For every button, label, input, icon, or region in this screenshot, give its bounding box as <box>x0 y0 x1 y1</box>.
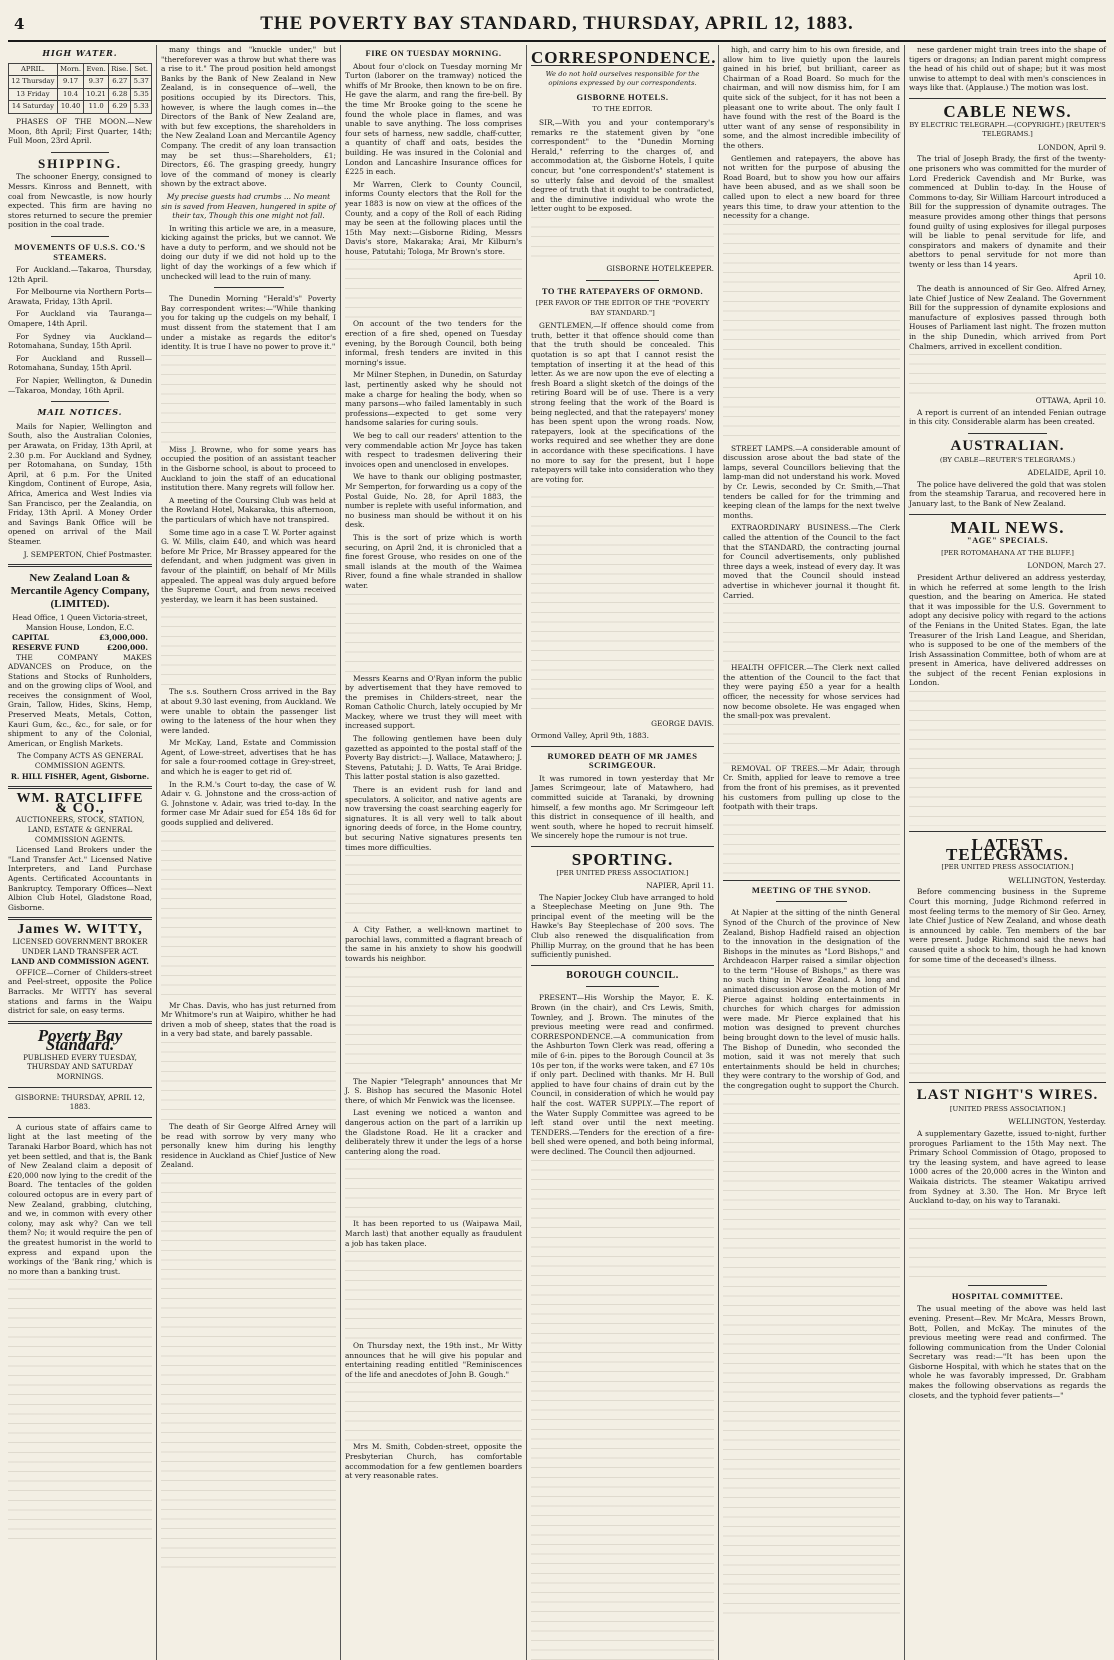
tides-header: APRIL. <box>9 63 58 76</box>
article-text: nese gardener might train trees into the shape of tigers or dragons; an Indian parent might compress the head of his child out of shape; but it was most unwise to attempt to deal with men's consciences in ways like that. (Applause.) The motion was lost. <box>909 45 1106 93</box>
ratcliffe-sub: AUCTIONEERS, STOCK, STATION, LAND, ESTATE & GENERAL COMMISSION AGENTS. <box>15 815 145 844</box>
correspondence-disclaimer: We do not hold ourselves responsible for the opinions expressed by our correspondents. <box>545 69 700 88</box>
latest-dateline: WELLINGTON, Yesterday. <box>1008 875 1106 885</box>
movements-heading: MOVEMENTS OF U.S.S. CO.'S STEAMERS. <box>14 241 146 262</box>
mail-heading: MAIL NOTICES. <box>37 407 123 418</box>
ratepayers-heading: TO THE RATEPAYERS OF ORMOND. <box>541 285 704 296</box>
article-text: Gentlemen and ratepayers, the above has not written for the purpose of abusing the Road Board, but to show you how our affairs have been abused, and as we shall soon be called upon to elect a new board for three years this time, to draw your attention to the necessity for a change. <box>723 153 900 221</box>
letter-text: SIR,—With you and your contemporary's remarks re the statement given by "one correspondent" to the "Dunedin Morning Herald," referring to the charges of, and accommodation at, the Gisborne Hotels, I quite concur, but "one correspondent's" statement is so utterly false and devoid of the smallest degree of truth that it ought to be contradicted, and the diminutive individual who wrote the letter ought to be exposed. <box>531 117 714 214</box>
capital-label: CAPITAL <box>12 633 49 643</box>
shipping-heading: SHIPPING. <box>37 155 123 171</box>
article-text: Before commencing business in the Supreme Court this morning, Judge Richmond referred in most feeling terms to the memory of Sir Geo. Arney, late Chief Justice of New Zealand, and whose death is announced by cable. Ten members of the bar were present. Judge Richmond said the news had caused quite a shock to him, though he had known for some time of the deceased's illness. <box>909 887 1106 964</box>
witty-sub: LICENSED GOVERNMENT BROKER UNDER LAND TRANSFER ACT. <box>12 936 148 956</box>
letter-signature: GISBORNE HOTELKEEPER. <box>606 263 714 273</box>
article-text: EXTRAORDINARY BUSINESS.—The Clerk called the attention of the Council to the fact that the STANDARD, the contracting journal for Council advertisements, only published three days a week, instead of every day. It was moved that the Council should instead advertise in whichever journal it thought fit. Carried. <box>723 523 900 600</box>
column-6 <box>909 45 1110 1660</box>
nameplate: Poverty Bay Standard. <box>37 1025 123 1055</box>
loan-agents: The Company ACTS AS GENERAL COMMISSION AGENTS. <box>17 751 143 771</box>
loan-text: THE COMPANY MAKES ADVANCES on Produce, on the Stations and Stocks of Runholders, and on the growing clips of Wool, and receives the consignment of Wool, Grain, Tallow, Hides, Skins, Hemp, Preserved Meats, Metals, Cotton, Kauri Gum, &c., &c., for sale, or for shipment to any of the Colonial, American, or English Markets. <box>8 652 152 748</box>
movement-item: For Napier, Wellington, & Dunedin—Takaroa, Monday, 16th April. <box>8 376 152 395</box>
witty-sub2: LAND AND COMMISSION AGENT. <box>11 957 149 967</box>
postmaster: J. SEMPERTON, Chief Postmaster. <box>23 549 152 559</box>
article-text: In writing this article we are, in a measure, kicking against the pricks, but we cannot. We have a duty to perform, and we should not be doing our duty if we did not hold up to the light of day the workings of a few which if unchecked will lead to the ruin of many. <box>161 223 336 281</box>
article-text: The following gentlemen have been duly gazetted as appointed to the postal staff of the Poverty Bay district:—J. Wallace, Matawhero; J. Stevens, Patutahi; J. D. Watts, Te Arai Bridge. This latter postal station is also gazetted. <box>345 734 522 782</box>
article-text: A supplementary Gazette, issued to-night, further prorogues Parliament to the 15th May next. The Primary School Commission of Otago, proposed to try the leasing system, and have agreed to lease 1000 acres of the 20,000 acres in the Winton and Waikaia districts. The steamer Wakatipu arrived from Sydney at 3.30. The Hon. Mr Bryce left Auckland to-day, on his way to Taranaki. <box>909 1128 1106 1206</box>
table-row: 12 Thursday 9.17 9.37 6.27 5.37 <box>9 76 152 89</box>
article-text: The Napier Jockey Club have arranged to hold a Steeplechase Meeting on June 9th. The principal event of the meeting will be the Hawke's Bay Steeplechase of 200 sovs. The Club also renewed the disqualification from Phillip Murray, on the ground that he has been sufficiently punished. <box>531 892 714 960</box>
movement-item: For Auckland via Tauranga—Omapere, 14th April. <box>8 309 152 329</box>
witty-title: James W. WITTY, <box>17 922 143 938</box>
hospital-heading: HOSPITAL COMMITTEE. <box>951 1290 1064 1301</box>
tides-header: Morn. <box>57 63 83 76</box>
article-text: PRESENT—His Worship the Mayor, E. K. Brown (in the chair), and Crs Lewis, Smith, Townley, and J. Brown. The minutes of the previous meeting were read and confirmed. CORRESPONDENCE.—A communication from the Ashburton Town Clerk was read, offering a mile of 6-in. pipes to the Borough Council at 3s 10s per ton, if the works were taken, and £7 10s if only part. Declined with thanks. Mr H. Bull applied to have four chains of drain cut by the Council, in consideration of which he would pay half the cost. WATER SUPPLY.—The report of the Water Supply Committee was agreed to be left stand over until the next meeting. TENDERS.—Tenders for the erection of a fire-bell shed were opened, and both being informal, were declined. The Council then adjourned. <box>531 993 714 1156</box>
sporting-sub: [PER UNITED PRESS ASSOCIATION.] <box>556 868 689 877</box>
movement-item: For Melbourne via Northern Ports—Arawata, Friday, 13th April. <box>8 287 152 306</box>
borough-heading: BOROUGH COUNCIL. <box>566 969 679 981</box>
article-text: We have to thank our obliging postmaster, Mr Semperton, for forwarding us a copy of the Postal Guide, No. 28, for April 1883, the number is replete with useful information, and no business man should be without it on his desk. <box>345 472 522 530</box>
article-text: President Arthur delivered an address yesterday, in which he referred at some length to the Irish question, and the bearing on America. He stated that it was impossible for the U.S. Government to adopt any decisive policy with regard to the actions of the Fenians in the United States. Egan, the late Treasurer of the Irish Land League, and Sheridan, who is supposed to be one of the members of the Irish Assassination Committee, both of whom are at present in America, have delivered addresses on the subject of the recent Fenian explosions in London. <box>909 572 1106 688</box>
article-text: REMOVAL OF TREES.—Mr Adair, through Cr. Smith, applied for leave to remove a tree from the front of his premises, as it prevented his customers from pulling up close to the footpath with their traps. <box>723 763 900 812</box>
poem: My precise guests had crumbs ... No meant sin is saved from Heaven, hungered in spite of their tax, Though this one might not fall. <box>161 191 336 221</box>
table-row: 13 Friday 10.4 10.21 6.28 5.35 <box>9 88 152 101</box>
article-text: A report is current of an intended Fenian outrage in this city. Considerable alarm has been created. <box>909 407 1106 427</box>
article-text: STREET LAMPS.—A considerable amount of discussion arose about the bad state of the lamps, several Councillors believing that the lamp-man did not understand his work. Moved by Cr. Lewis, seconded by Cr. Smith,—That tenders be called for for the trimming and keeping clean of the lamps for the next twelve months. <box>723 443 900 520</box>
movement-item: For Auckland and Russell—Rotomahana, Sunday, 15th April. <box>8 353 152 373</box>
mail-news-per: [PER ROTOMAHANA AT THE BLUFF.] <box>941 548 1074 557</box>
columns <box>8 45 1106 1481</box>
issue-date: GISBORNE: THURSDAY, APRIL 12, 1883. <box>15 1092 145 1112</box>
article-text: The Dunedin Morning "Herald's" Poverty Bay correspondent writes:—"While thanking you for taking up the cudgels on my behalf, I must dissent from the statement that I am under a mistake as regards the editor's identity. It is true I have no power to prove it." <box>161 294 336 352</box>
column-3 <box>345 45 527 1660</box>
article-text: Messrs Kearns and O'Ryan inform the public by advertisement that they have removed to the premises in Childers-street, near the Roman Catholic Church, lately occupied by Mr Mackey, where we trust they will meet with increased support. <box>345 673 522 731</box>
hotels-to: TO THE EDITOR. <box>592 105 653 114</box>
fire-heading: FIRE ON TUESDAY MORNING. <box>365 48 502 58</box>
article-text: We beg to call our readers' attention to the very commendable action Mr Joyce has taken with respect to tradesmen delivering their invoices open and unenclosed in envelopes. <box>345 431 522 469</box>
column-5 <box>723 45 905 1660</box>
article-text: high, and carry him to his own fireside, and allow him to live quietly upon the laurels gained in his brief, but brilliant, career as Chairman of a Road Board. So much for the chairman, and will now dismiss him, for I am quite sick of the subject, for it has not been a pleasant one to write about. The only fault I have found with the rest of the Board is the utter want of any sense of responsibility in some, and the almost incredible imbecility of the others. <box>723 45 900 150</box>
movement-item: For Sydney via Auckland—Rotomahana, Sunday, 15th April. <box>8 331 152 351</box>
article-text: Last evening we noticed a wanton and dangerous action on the part of a larrikin up the Gladstone Road. He lit a cracker and deliberately threw it under the legs of a horse cantering along the road. <box>345 1108 522 1156</box>
article-text: Some time ago in a case T. W. Porter against G. W. Mills, claim £40, and which was heard before Mr Price, Mr Brassey appeared for the defendant, and when judgment was given in favour of the plaintiff, on behalf of Mr Mills appealed. The appeal was duly argued before the Supreme Court, and from news received yesterday, we learn it has been sustained. <box>161 527 336 604</box>
article-text: In the R.M.'s Court to-day, the case of W. Adair v. G. Johnstone and the cross-action of G. Johnstone v. Adair, was tried to-day. In the former case Mr Adair sued for £54 18s 6d for goods supplied and delivered. <box>161 779 336 828</box>
tides-header: Set. <box>131 63 152 76</box>
article-text: The s.s. Southern Cross arrived in the Bay at about 9.30 last evening, from Auckland. We were unable to obtain the passenger list owing to the lateness of the hour when they were landed. <box>161 687 336 735</box>
tides-heading: HIGH WATER. <box>42 48 118 58</box>
hotels-heading: GISBORNE HOTELS. <box>576 91 669 102</box>
synod-heading: MEETING OF THE SYNOD. <box>751 884 872 895</box>
article-text: Mr McKay, Land, Estate and Commission Agent, of Lowe-street, advertises that he has for sale a four-roomed cottage in Grey-street, and which he is eager to get rid of. <box>161 738 336 777</box>
letter-text: GENTLEMEN,—If offence should come from truth, better it that offence should come than that the truth should be concealed. This quotation is so apt that I cannot resist the temptation of inserting it at the head of this letter. As we are now upon the eve of electing a fresh Board a slight sketch of the doings of the retiring Board will be of use. There is a very strong feeling that the work of the Board is being neglected, and that the ratepayers' money has been spent upon the wrong roads. Now, ratepayers, look at the specifications of the works required and see whether they are done in accordance with these specifications. I have no more to say for the present, but I hope ratepayers will take into consideration who they are voting for. <box>531 321 714 484</box>
mail-news-heading: MAIL NEWS. <box>950 517 1065 537</box>
article-text: Miss J. Browne, who for some years has occupied the position of an assistant teacher in the Gisborne school, is about to proceed to Auckland to join the staff of an educational institution there. Many regrets will follow her. <box>161 444 336 493</box>
mail-text: Mails for Napier, Wellington and South, also the Australian Colonies, per Arawata, on Friday, 13th April, at 2.30 p.m. For Auckland and Sydney, per Rotomahana, on Sunday, 15th April, at 6 p.m. For the United Kingdom, Continent of Europe, Asia, Africa, America and West Indies via San Francisco, per the Zealandia, on Friday, 13th April. A Money Order and Savings Bank Office will be opened on arrival of the Mail Steamer. <box>8 421 152 546</box>
capital-value: £3,000,000. <box>99 633 148 643</box>
adelaide-dateline: ADELAIDE, April 10. <box>1027 468 1106 478</box>
movement-item: For Auckland.—Takaroa, Thursday, 12th April. <box>8 265 152 284</box>
column-2 <box>161 45 341 1660</box>
article-text: On account of the two tenders for the erection of a fire shed, opened on Tuesday evening, by the Borough Council, both being informal, fresh tenders are invited in this morning's issue. <box>345 319 522 367</box>
loan-office: Head Office, 1 Queen Victoria-street, Mansion House, London, E.C. <box>12 613 148 632</box>
mail-news-sub: "AGE" SPECIALS. <box>966 535 1049 546</box>
last-night-heading: LAST NIGHT'S WIRES. <box>916 1087 1099 1104</box>
article-text: The death is announced of Sir Geo. Alfred Arney, late Chief Justice of New Zealand. The Government Bill for the suppression of dynamite explosions and manufacture of explosives passed through both Houses of Parliament last night. The frozen mutton in the ship Dunedin, which arrived from Port Chalmers, arrived in excellent condition. <box>909 284 1106 351</box>
article-text: On Thursday next, the 19th inst., Mr Witty announces that he will give his popular and entertaining reading entitled "Reminiscences of the life and anecdotes of John B. Gough." <box>345 1341 522 1379</box>
tides-table <box>8 63 152 114</box>
article-text: Mr Milner Stephen, in Dunedin, on Saturday last, pertinently asked why he should not make a charge for healing the body, when so many parsons—who failed lamentably in such professions—expected to get some very handsome salaries for curing souls. <box>345 370 522 428</box>
article-text: It has been reported to us (Waipawa Mail, March last) that another equally as fraudulent a job has taken place. <box>345 1219 522 1248</box>
australian-sub: (BY CABLE—REUTER'S TELEGRAMS.) <box>939 455 1076 464</box>
loan-company-title: New Zealand Loan & Mercantile Agency Company, (LIMITED). <box>10 572 150 611</box>
tides-header: Even. <box>84 63 109 76</box>
article-text: It was rumored in town yesterday that Mr James Scrimgeour, late of Matawhero, had committed suicide at Taranaki, by drowning himself, a few months ago. Mr Scrimgeour left this district in consequence of ill health, and went south, where he hoped to recruit himself. We sincerely hope the rumour is not true. <box>531 773 714 841</box>
tides-header: Rise. <box>109 63 131 76</box>
last-night-dateline: WELLINGTON, Yesterday. <box>1008 1117 1106 1127</box>
masthead-title: THE POVERTY BAY STANDARD, THURSDAY, APRIL 12, 1883. <box>260 13 854 34</box>
table-row: 14 Saturday 10.40 11.0 6.29 5.33 <box>9 101 152 114</box>
loan-agent-name: R. HILL FISHER, Agent, Gisborne. <box>10 771 150 781</box>
latest-sub: [PER UNITED PRESS ASSOCIATION.] <box>941 863 1074 872</box>
correspondence-heading: CORRESPONDENCE. <box>531 48 717 67</box>
last-night-sub: [UNITED PRESS ASSOCIATION.] <box>949 1104 1066 1113</box>
article-text: A City Father, a well-known martinet to parochial laws, committed a flagrant breach of the same in his anxiety to show his goodwill towards his neighbor. <box>345 925 522 963</box>
column-4 <box>531 45 719 1660</box>
reserve-value: £200,000. <box>106 642 148 652</box>
article-text: HEALTH OFFICER.—The Clerk next called the attention of the Council to the fact that they were paying £50 a year for a health officer, the necessity for whose services had now become obsolete. He was engaged when the small-pox was prevalent. <box>723 663 900 721</box>
letter-date: Ormond Valley, April 9th, 1883. <box>531 730 649 740</box>
column-1 <box>8 45 157 1660</box>
cable-sub: BY ELECTRIC TELEGRAPH.—(COPYRIGHT.) [REUTER'S TELEGRAMS.] <box>909 120 1106 139</box>
australian-heading: AUSTRALIAN. <box>950 438 1065 454</box>
mail-news-dateline: LONDON, March 27. <box>1027 561 1106 571</box>
article-text: The death of Sir George Alfred Arney will be read with sorrow by very many who personally knew him during his lengthy residence in Auckland as Chief Justice of New Zealand. <box>161 1122 336 1170</box>
article-text: There is an evident rush for land and speculators. A solicitor, and native agents are now traversing the coast searching eagerly for signatures. It is all very well to talk about ignoring deeds of force, in the Home country, but securing Native signatures presents ten times more difficulties. <box>345 785 522 852</box>
scrimgeour-heading: RUMORED DEATH OF MR JAMES SCRIMGEOUR. <box>547 750 698 771</box>
page-number: 4 <box>14 15 25 33</box>
published-line: PUBLISHED EVERY TUESDAY, THURSDAY AND SATURDAY MORNINGS. <box>23 1052 137 1082</box>
article-text: Mr Warren, Clerk to County Council, informs County electors that the Roll for the year 1883 is now on view at the offices of the County, and a copy of the Roll of each Riding may be seen at the following places until the 15th May next:—Gisborne Riding, Messrs Davis's store, Makaraka; Arai, Mr Kilburn's house, Patutahi; Tologa, Mr Brown's store. <box>345 179 522 256</box>
london-dateline-2: April 10. <box>1073 272 1106 282</box>
article-text: The trial of Joseph Brady, the first of the twenty-one prisoners who was committed for the murder of Lord Frederick Cavendish and Mr Burke, was commenced at Dublin to-day. In the House of Commons to-day, Sir William Harcourt introduced a Bill for the suppression of dynamite outrages. The measure provides among other things that persons found guilty of using explosives for illegal purposes will be liable to penal servitude for life, and conspirators and makers of dynamite and their abettors to penal servitude for not more than twenty or less than 14 years. <box>909 154 1106 269</box>
article-text: many things and "knuckle under," but "thereforever was a throw but what there was a rise to it." The proud position held amongst Banks by the Bank of New Zealand in New Zealand, is in consequence of—well, the positions occupied by its Directors. This, however, is where the laugh comes in—the Directors of the Bank of New Zealand are, with but few exceptions, the shareholders in the New Zealand Loan and Mercantile Agency Company. The credit of any loan transaction may be set thus:—Shareholders, £1; Directors, £6. The grasping greedy, hungry love of the command of money is clearly shown by the extract above. <box>161 45 336 189</box>
article-text: The usual meeting of the above was held last evening. Present—Rev. Mr McAra, Messrs Brown, Bott, Pollen, and McKay. The minutes of the previous meeting were read and confirmed. The following communication from the Under Colonial Secretary was read:—"It has been upon the Gisborne Hospital, with which he states that on the whole he was favorably impressed, Dr. Grabham makes the following observations as regards the closets, and the typhoid fever patients—" <box>909 1304 1106 1400</box>
reserve-label: RESERVE FUND <box>12 642 80 652</box>
moon-phases: PHASES OF THE MOON.—New Moon, 8th April; First Quarter, 14th; Full Moon, 23rd April. <box>8 116 152 146</box>
sporting-dateline: NAPIER, April 11. <box>646 881 714 891</box>
cable-heading: CABLE NEWS. <box>943 101 1072 121</box>
article-text: The police have delivered the gold that was stolen from the steamship Tararua, and recovered here in January last, to the Bank of New Zealand. <box>909 479 1106 508</box>
article-text: At Napier at the sitting of the ninth General Synod of the Church of the province of New Zealand, Bishop Hadfield raised an objection to the innovation in the designation of the Bishops in the minutes as "Lord Bishops," and Archdeacon Harper raised a similar objection to the term "House of Bishops," as there was no such thing in New Zealand. A long and animated discussion arose on the motion of Mr Pierce against holding entertainments in churches for which charges for admission were made. Mr Pierce explained that his motion was designed to prevent churches being brought down to the level of music halls. The Bishop of Dunedin, who seconded the motion, said it was not merely that such entertainments should be held in churches; they were contrary to the worship of God, and the congregation ought to support the Church. <box>723 908 900 1090</box>
sporting-heading: SPORTING. <box>571 849 674 869</box>
ratepayers-sub: [PER FAVOR OF THE EDITOR OF THE "POVERTY BAY STANDARD."] <box>535 299 710 317</box>
article-text: Mrs M. Smith, Cobden-street, opposite the Presbyterian Church, has comfortable accommodation for a few gentlemen boarders at very reasonable rates. <box>345 1442 522 1481</box>
ratcliffe-text: Licensed Land Brokers under the "Land Transfer Act." Licensed Native Interpreters, and Land Purchase Agents. Certificated Accountants in Bankruptcy. Temporary Offices—Next Albion Club Hotel, Gladstone Road, Gisborne. <box>8 845 152 912</box>
witty-text: OFFICE—Corner of Childers-street and Peel-street, opposite the Police Barracks. Mr WITTY has several stations and farms in the Waipu district for sale, on easy terms. <box>8 967 152 1016</box>
ottawa-dateline: OTTAWA, April 10. <box>1035 396 1106 406</box>
shipping-text: The schooner Energy, consigned to Messrs. Kinross and Bennett, with coal from Newcastle, is now hourly expected. This firm are having no stores returned to secure the premier position in the coal trade. <box>8 172 152 230</box>
leader-text: A curious state of affairs came to light at the last meeting of the Taranaki Harbor Board, which has not yet been settled, and that is, the Bank of New Zealand claim a deposit of £20,000 now lying to the credit of the Board. The tentacles of the golden coloured octopus are in every part of New Zealand, grabbing, clutching, and we, in common with every other colony, may ask why? Can we tell them? No; it would require the pen of the greatest humorist in the world to express and expand upon the workings of the 'Bank ring,' which is no more than a banking trust. <box>8 1122 152 1276</box>
latest-heading: LATEST TELEGRAMS. <box>946 835 1069 864</box>
article-text: This is the sort of prize which is worth securing, on April 2nd, it is chronicled that a fine forest Grouse, who resides on one of the small islands at the mouth of the Waimea River, found a fine whale stranded in shallow water. <box>345 532 522 590</box>
article-text: Mr Chas. Davis, who has just returned from Mr Whitmore's run at Waipiro, whither he had driven a mob of sheep, states that the road is in a very bad state, and barely passable. <box>161 1000 336 1039</box>
masthead <box>8 8 1106 42</box>
london-dateline: LONDON, April 9. <box>1038 142 1106 152</box>
article-text: A meeting of the Coursing Club was held at the Rowland Hotel, Makaraka, this afternoon, the particulars of which have not transpired. <box>161 495 336 524</box>
article-text: The Napier "Telegraph" announces that Mr J. S. Bishop has secured the Masonic Hotel there, of which Mr Fenwick was the licensee. <box>345 1076 522 1105</box>
ratcliffe-title: WM. RATCLIFFE & CO., <box>16 791 144 816</box>
letter-signature: GEORGE DAVIS. <box>651 719 714 729</box>
article-text: About four o'clock on Tuesday morning Mr Turton (laborer on the tramway) noticed the whiffs of Mr Brooke, then known to be on fire. He gave the alarm, and rang the fire-bell. By the time Mr Brooke going to the scene he found the whole place in flames, and was unable to save anything. The loss comprises four sets of harness, new saddle, chaff-cutter, a quantity of chaff and oats, besides the building. He was insured in the Colonial and London and Lancashire Insurance offices for £225 in each. <box>345 61 522 177</box>
